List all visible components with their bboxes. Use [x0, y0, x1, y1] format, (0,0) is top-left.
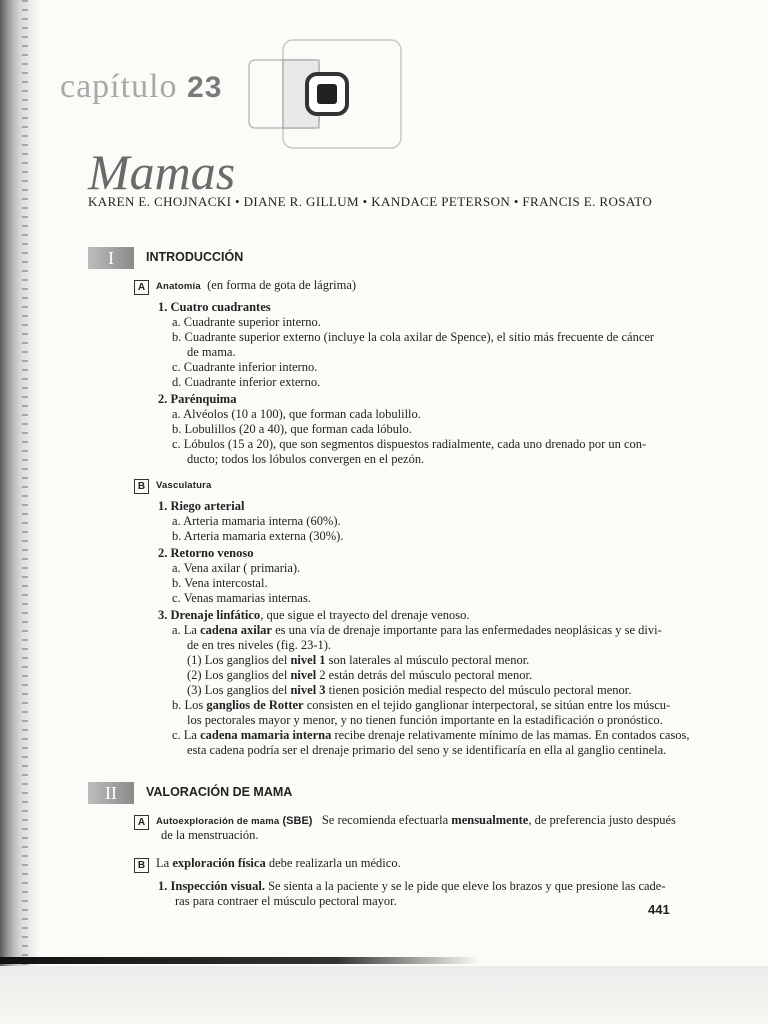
list-item: (3) Los ganglios del nivel 3 tienen posición medial respecto del músculo pectoral menor.	[187, 683, 632, 697]
list-item: esta cadena podría ser el drenaje primario del seno y se identificaría en ella al ganglio centinela.	[187, 743, 667, 757]
section-2-numeral: II	[88, 782, 134, 804]
list-item: 1. Riego arterial	[158, 499, 245, 513]
authors-line: KAREN E. CHOJNACKI • DIANE R. GILLUM • KANDACE PETERSON • FRANCIS E. ROSATO	[88, 194, 653, 209]
list-item: de mama.	[187, 345, 236, 359]
list-item: a. Arteria mamaria interna (60%).	[172, 514, 341, 528]
list-item: c. Venas mamarias internas.	[172, 591, 311, 605]
list-item: (1) Los ganglios del nivel 1 son laterales al músculo pectoral menor.	[187, 653, 530, 667]
section-1-title: INTRODUCCIÓN	[146, 250, 244, 264]
book-spine-shadow	[0, 0, 40, 1024]
list-item: 2. Parénquima	[158, 392, 237, 406]
section-2-title: VALORACIÓN DE MAMA	[146, 785, 293, 799]
list-item: d. Cuadrante inferior externo.	[172, 375, 321, 389]
subsection-2a-heading: A Autoexploración de mama (SBE) Se recomienda efectuarla mensualmente, de preferencia justo después	[134, 813, 676, 830]
list-item: a. Alvéolos (10 a 100), que forman cada lobulillo.	[172, 407, 421, 421]
list-item: b. Cuadrante superior externo (incluye la cola axilar de Spence), el sitio más frecuente de cáncer	[172, 330, 655, 344]
paragraph-line: de la menstruación.	[161, 828, 259, 842]
chapter-title: Mamas	[88, 144, 236, 200]
list-item: 1. Inspección visual. Se sienta a la paciente y se le pide que eleve los brazos y que presione las cade-	[158, 879, 666, 893]
list-item: a. Vena axilar ( primaria).	[172, 561, 301, 575]
subsection-letter-box: A	[134, 815, 149, 830]
list-item: 1. Cuatro cuadrantes	[158, 300, 271, 314]
list-item: b. Lobulillos (20 a 40), que forman cada lóbulo.	[172, 422, 412, 436]
list-item: c. La cadena mamaria interna recibe drenaje relativamente mínimo de las mamas. En contados casos,	[172, 728, 690, 742]
list-item: c. Lóbulos (15 a 20), que son segmentos dispuestos radialmente, cada uno drenado por un con-	[172, 437, 647, 451]
chapter-heading	[60, 68, 222, 106]
list-item: de en tres niveles (fig. 23-1).	[187, 638, 332, 652]
page-bottom-edge	[0, 957, 480, 964]
scan-margin	[0, 966, 768, 1024]
list-item: b. Vena intercostal.	[172, 576, 268, 590]
list-item: (2) Los ganglios del nivel 2 están detrás del músculo pectoral menor.	[187, 668, 533, 682]
chapter-number: 23	[187, 71, 223, 104]
chapter-word: capítulo	[60, 68, 178, 105]
list-item: b. Los ganglios de Rotter consisten en el tejido ganglionar interpectoral, se sitúan entre los múscu-	[172, 698, 671, 712]
list-item: ducto; todos los lóbulos convergen en el pezón.	[187, 452, 425, 466]
subsection-letter-box: B	[134, 479, 149, 494]
subsection-2b-heading: B La exploración física debe realizarla un médico.	[134, 856, 401, 873]
chapter-logo-graphic	[245, 38, 405, 150]
subsection-letter-box: B	[134, 858, 149, 873]
list-item: 3. Drenaje linfático, que sigue el trayecto del drenaje venoso.	[158, 608, 470, 622]
list-item: ras para contraer el músculo pectoral mayor.	[175, 894, 397, 908]
subsection-1a-heading: A Anatomía (en forma de gota de lágrima)	[134, 278, 356, 295]
list-item: b. Arteria mamaria externa (30%).	[172, 529, 344, 543]
subsection-letter-box: A	[134, 280, 149, 295]
list-item: los pectorales mayor y menor, y no tienen función importante en la estadificación o pronóstico.	[187, 713, 663, 727]
list-item: a. La cadena axilar es una vía de drenaje importante para las enfermedades neoplásicas y se divi-	[172, 623, 662, 637]
list-item: a. Cuadrante superior interno.	[172, 315, 321, 329]
subsection-1b-heading: B Vasculatura	[134, 477, 212, 494]
page-number: 441	[648, 902, 670, 917]
list-item: c. Cuadrante inferior interno.	[172, 360, 318, 374]
binding-marks	[22, 0, 28, 1024]
section-1-numeral: I	[88, 247, 134, 269]
list-item: 2. Retorno venoso	[158, 546, 254, 560]
